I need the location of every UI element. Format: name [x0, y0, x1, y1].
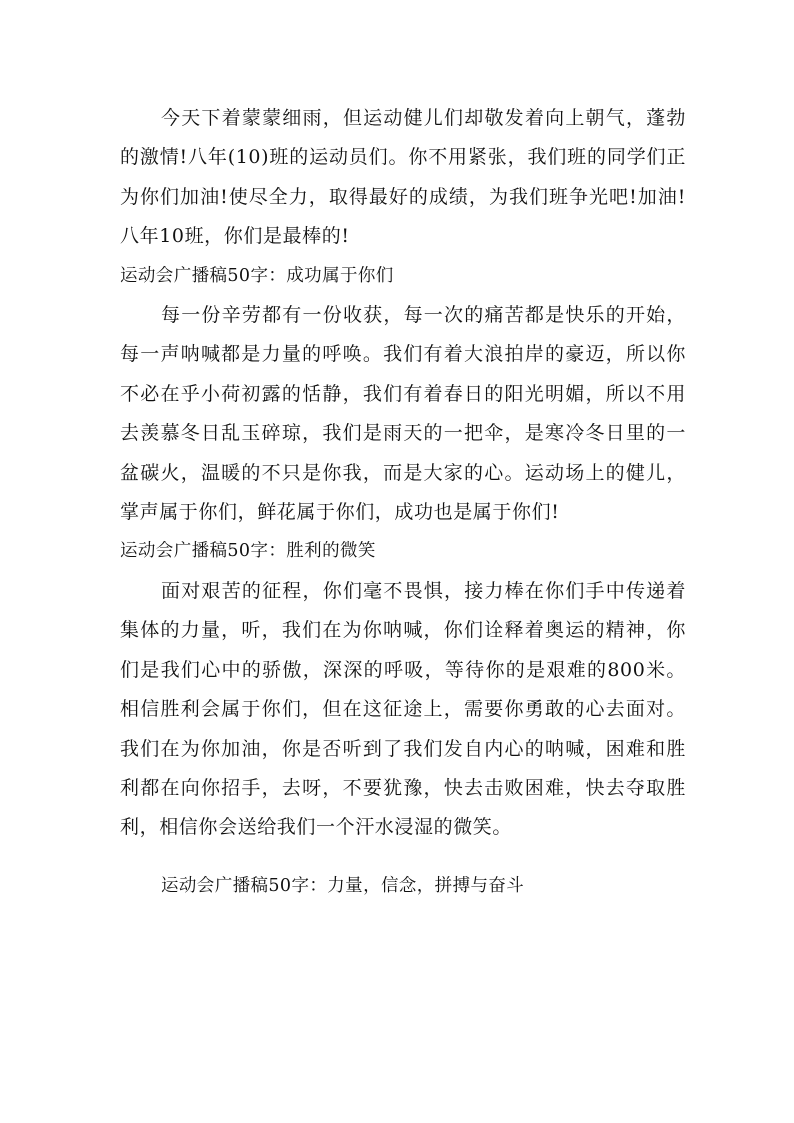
- paragraph: 每一份辛劳都有一份收获，每一次的痛苦都是快乐的开始，每一声呐喊都是力量的呼唤。我们有着大浪拍岸的豪迈，所以你不必在乎小荷初露的恬静，我们有着春日的阳光明媚，所以不用去羡慕冬日乱玉碎琼，我们是雨天的一把伞，是寒冷冬日里的一盆碳火，温暖的不只是你我，而是大家的心。运动场上的健儿，掌声属于你们，鲜花属于你们，成功也是属于你们!: [120, 304, 686, 524]
- document-body: [120, 99, 686, 906]
- paragraph: 今天下着蒙蒙细雨，但运动健儿们却敬发着向上朝气，蓬勃的激情!八年(10)班的运动员们。你不用紧张，我们班的同学们正为你们加油!使尽全力，取得最好的成绩，为我们班争光吧!加油!八年10班，你们是最棒的!: [120, 107, 686, 248]
- section-heading: 运动会广播稿50字：成功属于你们: [120, 265, 394, 286]
- section-heading: 运动会广播稿50字：胜利的微笑: [120, 541, 376, 562]
- section-heading: 运动会广播稿50字：力量，信念，拼搏与奋斗: [161, 875, 525, 896]
- paragraph: 面对艰苦的征程，你们毫不畏惧，接力棒在你们手中传递着集体的力量，听，我们在为你呐喊，你们诠释着奥运的精神，你们是我们心中的骄傲，深深的呼吸，等待你的是艰难的800米。相信胜利会属于你们，但在这征途上，需要你勇敢的心去面对。我们在为你加油，你是否听到了我们发自内心的呐喊，困难和胜利都在向你招手，去呀，不要犹豫，快去击败困难，快去夺取胜利，相信你会送给我们一个汗水浸湿的微笑。: [120, 579, 686, 839]
